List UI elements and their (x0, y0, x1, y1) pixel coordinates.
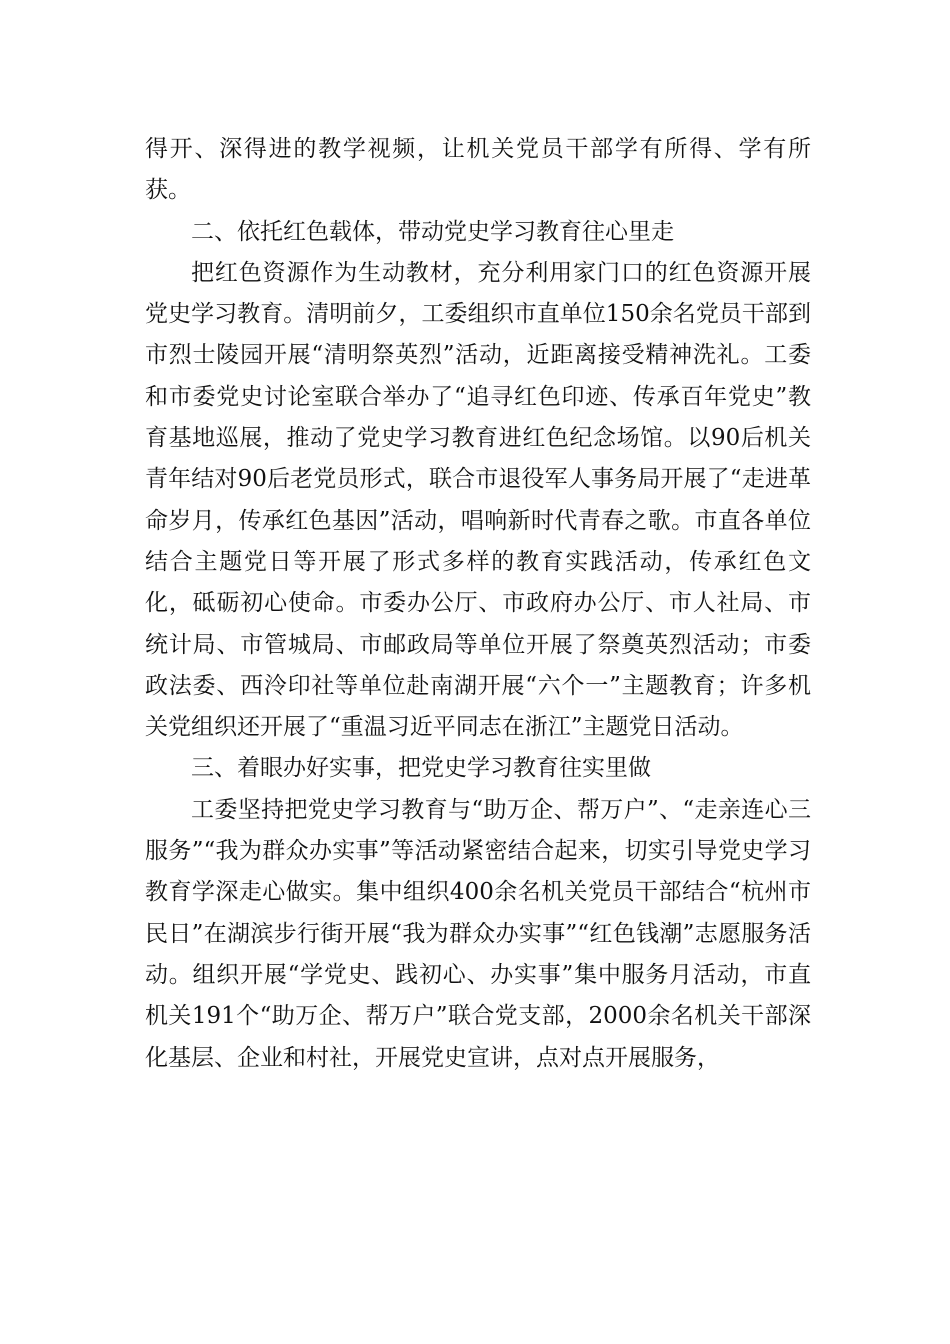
paragraph-red-resources: 把红色资源作为生动教材，充分利用家门口的红色资源开展党史学习教育。清明前夕，工委组织市直单位150余名党员干部到市烈士陵园开展“清明祭英烈”活动，近距离接受精神洗礼。工委和市委党史讨论室联合举办了“追寻红色印迹、传承百年党史”教育基地巡展，推动了党史学习教育进红色纪念场馆。以90后机关青年结对90后老党员形式，联合市退役军人事务局开展了“走进革命岁月，传承红色基因”活动，唱响新时代青春之歌。市直各单位结合主题党日等开展了形式多样的教育实践活动，传承红色文化，砥砺初心使命。市委办公厅、市政府办公厅、市人社局、市统计局、市管城局、市邮政局等单位开展了祭奠英烈活动；市委政法委、西泠印社等单位赴南湖开展“六个一”主题教育；许多机关党组织还开展了“重温习近平同志在浙江”主题党日活动。 (145, 259, 811, 741)
document-body (145, 129, 811, 1079)
paragraph-continuation: 得开、深得进的教学视频，让机关党员干部学有所得、学有所获。 (145, 136, 811, 204)
section-heading-3: 三、着眼办好实事，把党史学习教育往实里做 (191, 755, 651, 782)
paragraph-practical-work: 工委坚持把党史学习教育与“助万企、帮万户”、“走亲连心三服务”“我为群众办实事”等活动紧密结合起来，切实引导党史学习教育学深走心做实。集中组织400余名机关党员干部结合“杭州市民日”在湖滨步行街开展“我为群众办实事”“红色钱潮”志愿服务活动。组织开展“学党史、践初心、办实事”集中服务月活动，市直机关191个“助万企、帮万户”联合党支部，2000余名机关干部深化基层、企业和村社，开展党史宣讲，点对点开展服务， (145, 796, 811, 1071)
section-heading-2: 二、依托红色载体，带动党史学习教育往心里走 (191, 218, 674, 245)
